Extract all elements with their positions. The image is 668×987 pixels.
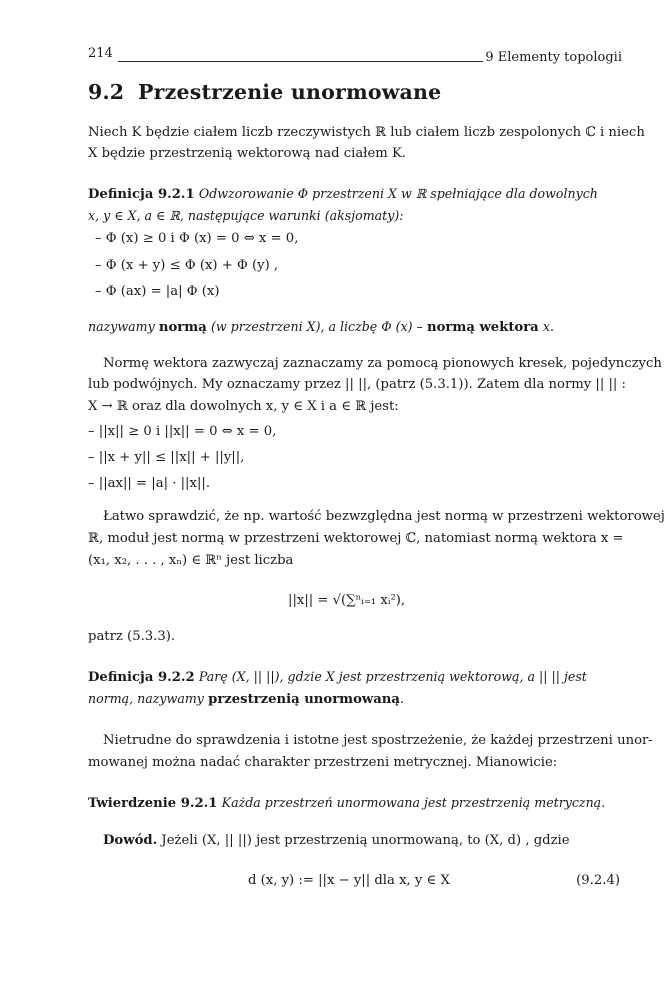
theorem	[88, 794, 605, 813]
definition-2-line-2: normą, nazywamy przestrzenią unormowaną.	[88, 691, 405, 707]
definition-1-label: Definicja 9.2.1	[88, 187, 195, 202]
definition-2-label: Definicja 9.2.2	[88, 670, 195, 685]
theorem-label: Twierdzenie 9.2.1	[88, 796, 218, 811]
metric-formula: d (x, y) := ||x − y|| dla x, y ∈ X	[248, 873, 450, 888]
intro-line-2: X będzie przestrzenią wektorową nad ciałem K.	[88, 146, 407, 161]
paragraph-4-line-2: mowanej można nadać charakter przestrzeni metrycznej. Mianowicie:	[88, 755, 558, 770]
proof-label: Dowód.	[103, 833, 158, 848]
chapter-title: 9 Elementy topologii	[485, 50, 622, 65]
definition-1-axiom-2: – Φ (x + y) ≤ Φ (x) + Φ (y) ,	[95, 258, 279, 273]
definition-1-axiom-3: – Φ (ax) = |a| Φ (x)	[95, 284, 220, 299]
paragraph-2-line-1: Normę wektora zazwyczaj zaznaczamy za pomocą pionowych kresek, pojedynczych	[103, 356, 662, 371]
paragraph-3-line-3: (x₁, x₂, . . . , xₙ) ∈ ℝⁿ jest liczba	[88, 553, 294, 568]
paragraph-3-line-1: Łatwo sprawdzić, że np. wartość bezwzględna jest normą w przestrzeni wektorowej	[103, 509, 665, 524]
paragraph-2-line-2: lub podwójnych. My oznaczamy przez || ||, (patrz (5.3.1)). Zatem dla normy || || :	[88, 377, 626, 392]
page-number: 214	[88, 46, 113, 61]
norm-formula: ||x|| = √(∑ⁿᵢ₌₁ xᵢ²),	[288, 593, 406, 608]
definition-1-line-1	[88, 185, 598, 204]
equation-number: (9.2.4)	[576, 873, 620, 888]
header-rule	[118, 61, 483, 62]
definition-1-line-2	[88, 207, 404, 226]
intro-line-1: Niech K będzie ciałem liczb rzeczywistych ℝ lub ciałem liczb zespolonych ℂ i niech	[88, 125, 645, 140]
paragraph-2-item-1: – ||x|| ≥ 0 i ||x|| = 0 ⇔ x = 0,	[88, 424, 277, 439]
definition-2-line-1: Definicja 9.2.2 Parę (X, || ||), gdzie X jest przestrzenią wektorową, a || || jest	[88, 669, 587, 685]
section-title: Przestrzenie unormowane	[138, 80, 442, 104]
paragraph-2-item-2: – ||x + y|| ≤ ||x|| + ||y||,	[88, 450, 245, 465]
paragraph-3-line-2: ℝ, moduł jest normą w przestrzeni wektorowej ℂ, natomiast normą wektora x =	[88, 531, 624, 546]
paragraph-2-line-3: X → ℝ oraz dla dowolnych x, y ∈ X i a ∈ ℝ jest:	[88, 399, 399, 414]
paragraph-3-reference: patrz (5.3.3).	[88, 629, 176, 644]
definition-1-text-1: Odwzorowanie Φ przestrzeni X w ℝ spełniające dla dowolnych	[198, 186, 598, 201]
definition-1-closing: nazywamy normą (w przestrzeni X), a liczbę Φ (x) – normą wektora x.	[88, 319, 555, 335]
proof-line: Dowód. Jeżeli (X, || ||) jest przestrzenią unormowaną, to (X, d) , gdzie	[103, 833, 570, 848]
section-heading	[88, 80, 441, 104]
paragraph-2-item-3: – ||ax|| = |a| · ||x||.	[88, 476, 211, 491]
definition-1-text-2: x, y ∈ X, a ∈ ℝ, następujące warunki (aksjomaty):	[88, 208, 404, 223]
paragraph-4-line-1: Nietrudne do sprawdzenia i istotne jest spostrzeżenie, że każdej przestrzeni unor-	[103, 733, 653, 748]
theorem-text: Każda przestrzeń unormowana jest przestrzenią metryczną.	[221, 795, 606, 810]
section-number: 9.2	[88, 80, 125, 104]
definition-1-axiom-1: – Φ (x) ≥ 0 i Φ (x) = 0 ⇔ x = 0,	[95, 231, 299, 246]
